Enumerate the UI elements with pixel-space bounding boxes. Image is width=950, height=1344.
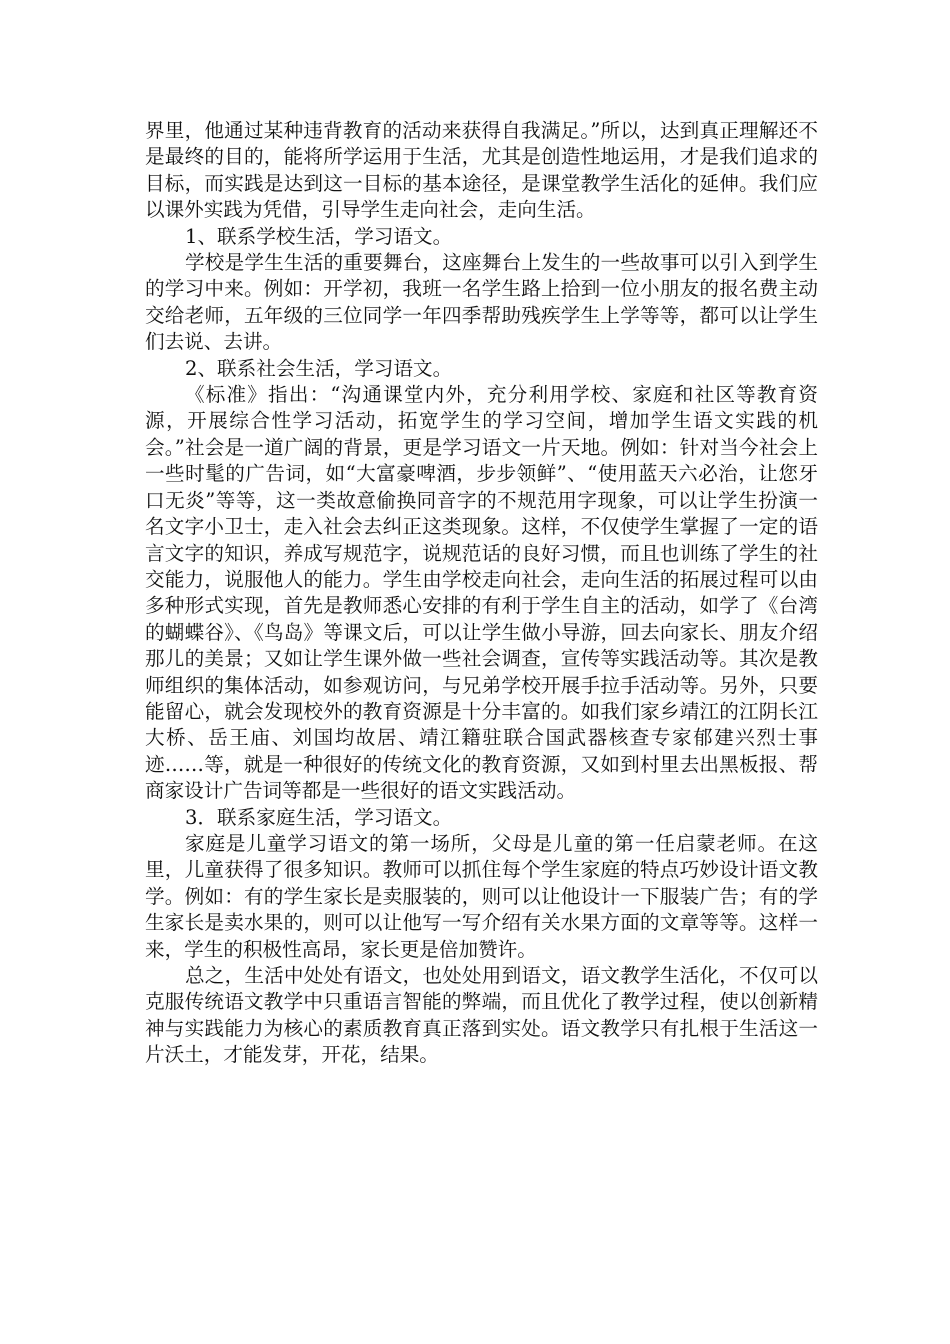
heading-family-life: 3．联系家庭生活，学习语文。 — [185, 805, 453, 829]
heading-social-life: 2、联系社会生活，学习语文。 — [185, 356, 453, 380]
paragraph-school-life: 学校是学生生活的重要舞台，这座舞台上发生的一些故事可以引入到学生的学习中来。例如：开学初，我班一名学生路上拾到一位小朋友的报名费主动交给老师，五年级的三位同学一年四季帮助残疾学生上学等等，都可以让学生们去说、去讲。 — [145, 251, 818, 354]
paragraph-conclusion: 总之，生活中处处有语文，也处处用到语文，语文教学生活化，不仅可以克服传统语文教学中只重语言智能的弊端，而且优化了教学过程，使以创新精神与实践能力为核心的素质教育真正落到实处。语文教学只有扎根于生活这一片沃土，才能发芽，开花，结果。 — [145, 964, 818, 1067]
heading-school-life: 1、联系学校生活，学习语文。 — [185, 224, 453, 248]
paragraph-family-life: 家庭是儿童学习语文的第一场所，父母是儿童的第一任启蒙老师。在这里，儿童获得了很多知识。教师可以抓住每个学生家庭的特点巧妙设计语文教学。例如：有的学生家长是卖服装的，则可以让他设计一下服装广告；有的学生家长是卖水果的，则可以让他写一写介绍有关水果方面的文章等等。这样一来，学生的积极性高昂，家长更是倍加赞许。 — [145, 831, 818, 961]
paragraph-intro: 界里，他通过某种违背教育的活动来获得自我满足。”所以，达到真正理解还不是最终的目的，能将所学运用于生活，尤其是创造性地运用，才是我们追求的目标，而实践是达到这一目标的基本途径，是课堂教学生活化的延伸。我们应以课外实践为凭借，引导学生走向社会，走向生活。 — [145, 119, 818, 222]
document-body — [145, 118, 818, 1069]
paragraph-social-life: 《标准》指出：“沟通课堂内外，充分利用学校、家庭和社区等教育资源，开展综合性学习活动，拓宽学生的学习空间，增加学生语文实践的机会。”社会是一道广阔的背景，更是学习语文一片天地。例如：针对当今社会上一些时髦的广告词，如“大富豪啤酒，步步领鲜”、“使用蓝天六必治，让您牙口无炎”等等，这一类故意偷换同音字的不规范用字现象，可以让学生扮演一名文字小卫士，走入社会去纠正这类现象。这样，不仅使学生掌握了一定的语言文字的知识，养成写规范字，说规范话的良好习惯，而且也训练了学生的社交能力，说服他人的能力。学生由学校走向社会，走向生活的拓展过程可以由多种形式实现，首先是教师悉心安排的有利于学生自主的活动，如学了《台湾的蝴蝶谷》、《鸟岛》等课文后，可以让学生做小导游，回去向家长、朋友介绍那儿的美景；又如让学生课外做一些社会调查，宣传等实践活动等。其次是教师组织的集体活动，如参观访问，与兄弟学校开展手拉手活动等。另外，只要能留心，就会发现校外的教育资源是十分丰富的。如我们家乡靖江的江阴长江大桥、岳王庙、刘国均故居、靖江籍驻联合国武器核查专家郁建兴烈士事迹……等，就是一种很好的传统文化的教育资源，又如到村里去出黑板报、帮商家设计广告词等都是一些很好的语文实践活动。 — [145, 383, 818, 803]
